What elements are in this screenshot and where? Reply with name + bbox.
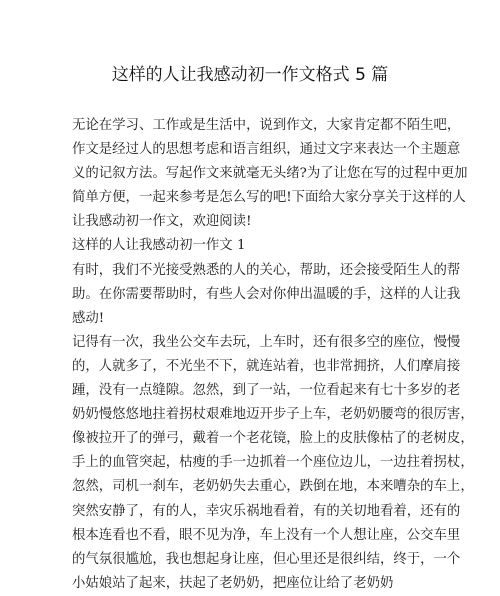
body-line: 简单方便，一起来参考是怎么写的吧!下面给大家分享关于这样的人 bbox=[72, 190, 466, 206]
body-line: 突然安静了，有的人，幸灾乐祸地看着，有的关切地看着，还有的 bbox=[72, 503, 461, 519]
body-line: 像被拉开了的弹弓，戴着一个老花镜，脸上的皮肤像枯了的老树皮， bbox=[72, 431, 474, 447]
body-line: 奶奶慢悠悠地拄着拐杖艰难地迈开步子上车，老奶奶腰弯的很厉害， bbox=[72, 407, 474, 423]
body-line: 助。在你需要帮助时，有些人会对你伸出温暖的手，这样的人让我 bbox=[72, 286, 461, 302]
body-line: 让我感动初一作文，欢迎阅读! bbox=[72, 214, 252, 230]
document-body bbox=[72, 114, 474, 591]
body-line: 无论在学习、工作或是生活中，说到作文，大家肯定都不陌生吧， bbox=[72, 118, 461, 133]
body-line: 忽然，司机一刹车，老奶奶失去重心，跌倒在地，本来嘈杂的车上， bbox=[72, 479, 474, 495]
body-line: 作文是经过人的思想考虑和语言组织，通过文字来表达一个主题意 bbox=[72, 142, 461, 158]
section-heading: 这样的人让我感动初一作文 1 bbox=[72, 238, 246, 254]
body-line: 记得有一次，我坐公交车去玩，上车时，还有很多空的座位，慢慢 bbox=[72, 334, 461, 350]
body-line: 手上的血管突起，枯瘦的手一边抓着一个座位边儿，一边拄着拐杖， bbox=[72, 455, 474, 471]
body-line: 根本连看也不看，眼不见为净，车上没有一个人想让座，公交车里 bbox=[72, 527, 461, 543]
body-line: 小姑娘站了起来，扶起了老奶奶，把座位让给了老奶奶 bbox=[72, 575, 394, 591]
body-line: 踵，没有一点缝隙。忽然，到了一站，一位看起来有七十多岁的老 bbox=[72, 383, 461, 399]
body-line: 义的记叙方法。写起作文来就毫无头绪?为了让您在写的过程中更加 bbox=[72, 166, 468, 182]
body-line: 感动! bbox=[72, 310, 105, 326]
body-line: 的气氛很尴尬，我也想起身让座，但心里还是很纠结，终于，一个 bbox=[72, 551, 461, 567]
body-line: 的，人就多了，不光坐不下，就连站着，也非常拥挤，人们摩肩接 bbox=[72, 358, 461, 374]
body-line: 有时，我们不光接受熟悉的人的关心，帮助，还会接受陌生人的帮 bbox=[72, 262, 461, 278]
document-title: 这样的人让我感动初一作文格式 5 篇 bbox=[111, 65, 389, 85]
